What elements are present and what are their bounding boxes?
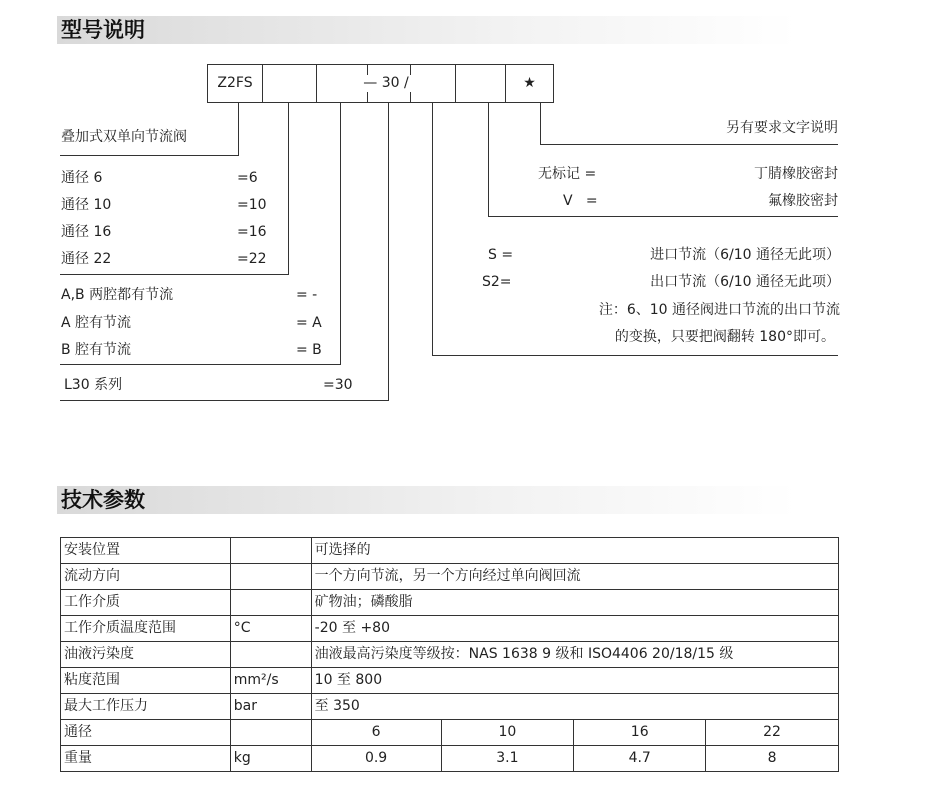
spec-value: 矿物油；磷酸脂 — [311, 590, 838, 616]
table-row — [61, 720, 839, 746]
spec-unit: bar — [230, 694, 311, 720]
size-cell: 10 — [441, 720, 574, 746]
table-row — [61, 538, 839, 564]
section-title-specs: 技术参数 — [57, 486, 797, 514]
spec-name: 工作介质温度范围 — [61, 616, 231, 642]
code-prefix-box: Z2FS — [207, 64, 263, 103]
table-row — [61, 590, 839, 616]
spec-name: 粘度范围 — [61, 668, 231, 694]
spec-unit — [230, 564, 311, 590]
code-series-box — [316, 64, 456, 103]
extra-description: 另有要求文字说明 — [726, 120, 838, 136]
section-title-model: 型号说明 — [57, 16, 797, 44]
series-label: L30 系列 — [64, 377, 123, 393]
spec-value: 油液最高污染度等级按：NAS 1638 9 级和 ISO4406 20/18/15 级 — [311, 642, 838, 668]
size-label: 通径 6 — [61, 170, 103, 186]
spec-name: 流动方向 — [61, 564, 231, 590]
weight-cell: 4.7 — [574, 746, 706, 772]
weight-cell: 0.9 — [311, 746, 441, 772]
size-value: =22 — [237, 251, 267, 267]
size-value: =10 — [237, 197, 267, 213]
series-value: =30 — [323, 377, 353, 393]
size-value: =16 — [237, 224, 267, 240]
code-size-box — [262, 64, 317, 103]
note-line-2: 的变换，只要把阀翻转 180°即可。 — [614, 329, 835, 345]
table-row — [61, 564, 839, 590]
throttle-code: S = — [488, 247, 514, 263]
throttle-code: S2= — [482, 274, 512, 290]
spec-name: 工作介质 — [61, 590, 231, 616]
code-dash: — — [363, 75, 378, 91]
spec-name: 通径 — [61, 720, 231, 746]
weight-cell: 3.1 — [441, 746, 574, 772]
chamber-label: A 腔有节流 — [61, 315, 132, 331]
spec-name: 油液污染度 — [61, 642, 231, 668]
spec-unit — [230, 720, 311, 746]
code-slash: / — [404, 75, 409, 91]
spec-name: 安装位置 — [61, 538, 231, 564]
spec-name: 重量 — [61, 746, 231, 772]
weight-cell: 8 — [706, 746, 839, 772]
chamber-label: B 腔有节流 — [61, 342, 132, 358]
size-label: 通径 10 — [61, 197, 112, 213]
size-label: 通径 22 — [61, 251, 112, 267]
spec-name: 最大工作压力 — [61, 694, 231, 720]
spec-value: 可选择的 — [311, 538, 838, 564]
table-row — [61, 694, 839, 720]
size-cell: 6 — [311, 720, 441, 746]
valve-type: 叠加式双单向节流阀 — [61, 129, 187, 145]
seal-code: 无标记 = — [538, 166, 597, 182]
throttle-desc: 进口节流（6/10 通径无此项） — [650, 247, 840, 263]
size-label: 通径 16 — [61, 224, 112, 240]
code-seal-box — [455, 64, 506, 103]
chamber-label: A,B 两腔都有节流 — [61, 287, 174, 303]
spec-value: 10 至 800 — [311, 668, 838, 694]
spec-unit — [230, 642, 311, 668]
table-row — [61, 668, 839, 694]
spec-table — [60, 537, 839, 772]
table-row — [61, 616, 839, 642]
size-cell: 22 — [706, 720, 839, 746]
seal-desc: 氟橡胶密封 — [768, 193, 838, 209]
spec-unit: kg — [230, 746, 311, 772]
spec-value: -20 至 +80 — [311, 616, 838, 642]
throttle-desc: 出口节流（6/10 通径无此项） — [650, 274, 840, 290]
spec-value: 至 350 — [311, 694, 838, 720]
table-row — [61, 746, 839, 772]
spec-unit — [230, 538, 311, 564]
chamber-value: = - — [296, 287, 318, 303]
note-line-1: 注：6、10 通径阀进口节流的出口节流 — [598, 302, 840, 318]
code-extra-box: ★ — [505, 64, 554, 103]
table-row — [61, 642, 839, 668]
spec-value: 一个方向节流，另一个方向经过单向阀回流 — [311, 564, 838, 590]
seal-code: V = — [563, 193, 598, 209]
spec-unit: °C — [230, 616, 311, 642]
chamber-value: = A — [296, 315, 322, 331]
spec-unit — [230, 590, 311, 616]
size-value: =6 — [237, 170, 258, 186]
seal-desc: 丁腈橡胶密封 — [754, 166, 838, 182]
code-series: 30 — [381, 75, 400, 91]
size-cell: 16 — [574, 720, 706, 746]
spec-unit: mm²/s — [230, 668, 311, 694]
chamber-value: = B — [296, 342, 322, 358]
